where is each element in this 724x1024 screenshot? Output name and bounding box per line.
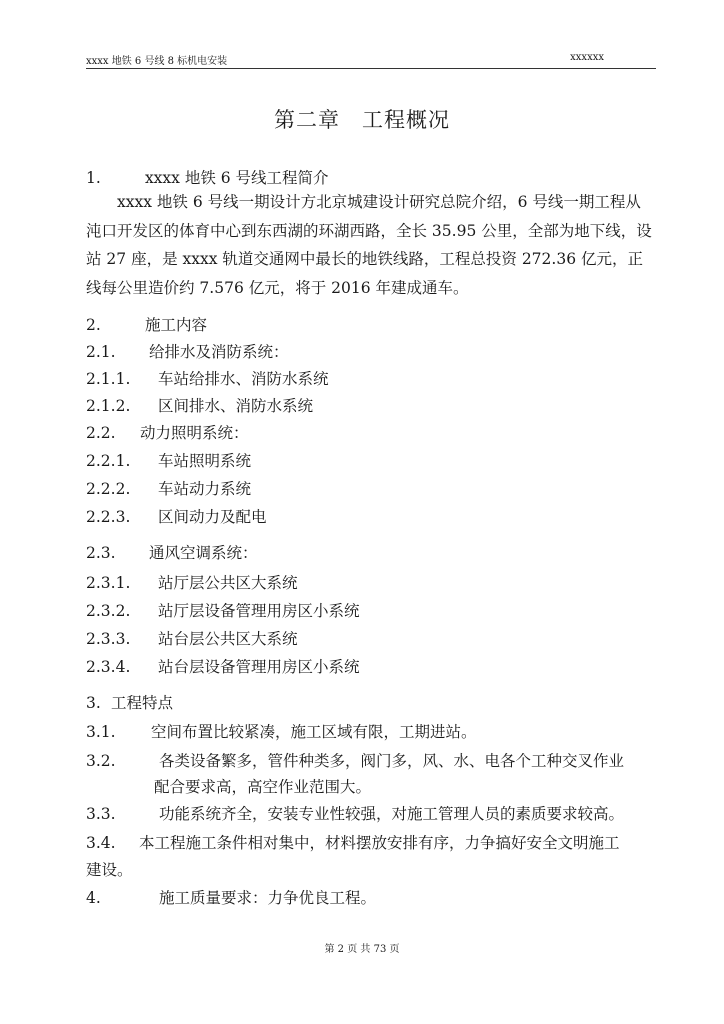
section-text: 功能系统齐全，安装专业性较强，对施工管理人员的素质要求较高。 <box>158 805 624 823</box>
list-item <box>86 599 359 621</box>
section-number: 2. <box>86 316 101 334</box>
list-item <box>86 655 359 677</box>
list-item <box>86 571 297 593</box>
section-text: 站台层公共区大系统 <box>157 630 298 648</box>
section-text: 本工程施工条件相对集中，材料摆放安排有序，力争搞好安全文明施工 <box>138 834 620 852</box>
section-number: 2.2.2. <box>86 480 131 498</box>
section-number: 3.1. <box>86 723 116 741</box>
page-header <box>86 50 656 69</box>
section-number: 2.1.1. <box>86 370 131 388</box>
list-item <box>86 394 313 416</box>
section-text: 工程特点 <box>110 694 173 712</box>
section-heading <box>86 691 173 713</box>
list-item <box>86 802 624 824</box>
section-text: 站台层设备管理用房区小系统 <box>157 658 360 676</box>
section-number: 2.1. <box>86 343 116 361</box>
chapter-title: 第二章 工程概况 <box>274 108 450 132</box>
header-right-text: xxxxxx <box>570 52 604 63</box>
intro-paragraph: xxxx 地铁 6 号线一期设计方北京城建设计研究总院介绍，6 号线一期工程从沌口开发区的体育中心到东西湖的环湖西路，全长 35.95 公里，全部为地下线，设站 27 座，是 xxxx 轨道交通网中最长的地铁线路，工程总投资 272.36 亿元，正线每公里造价约 7.576 亿元，将于 2016 年建成通车。 <box>86 193 652 297</box>
list-item <box>86 831 619 853</box>
section-text: 各类设备繁多，管件种类多，阀门多，风、水、电各个工种交叉作业 <box>158 752 624 770</box>
subsection-heading <box>86 340 288 362</box>
section-text: 区间排水、消防水系统 <box>157 397 313 415</box>
list-item <box>86 627 297 649</box>
section-text: 站厅层设备管理用房区小系统 <box>157 602 360 620</box>
section-number: 2.3.1. <box>86 574 131 592</box>
list-item-continuation: 建设。 <box>86 861 133 879</box>
list-item-continuation: 配合要求高，高空作业范围大。 <box>154 778 372 796</box>
list-item <box>86 477 251 499</box>
section-number: 2.1.2. <box>86 397 131 415</box>
section-text: 空间布置比较紧凑，施工区域有限，工期进站。 <box>150 723 477 741</box>
section-number: 2.3. <box>86 544 116 562</box>
list-item <box>86 449 251 471</box>
section-number: 2.2.3. <box>86 508 131 526</box>
section-text: 车站动力系统 <box>157 480 251 498</box>
section-number: 4. <box>86 889 101 907</box>
list-item <box>86 505 266 527</box>
section-number: 3.4. <box>86 834 116 852</box>
list-item <box>86 367 328 389</box>
section-heading <box>86 886 376 908</box>
section-number: 2.2.1. <box>86 452 131 470</box>
section-text: 车站照明系统 <box>157 452 251 470</box>
section-text: 施工内容 <box>144 316 207 334</box>
section-text: 区间动力及配电 <box>157 508 267 526</box>
section-number: 2.2. <box>86 424 116 442</box>
page-footer: 第 2 页 共 73 页 <box>324 944 400 955</box>
section-text: 施工质量要求：力争优良工程。 <box>158 889 376 907</box>
section-text: 动力照明系统： <box>139 424 249 442</box>
section-text: 车站给排水、消防水系统 <box>157 370 329 388</box>
section-number: 3. <box>86 694 101 712</box>
section-heading <box>86 166 329 188</box>
section-number: 3.3. <box>86 805 116 823</box>
subsection-heading <box>86 421 248 443</box>
section-number: 1. <box>86 169 101 187</box>
section-number: 2.3.4. <box>86 658 131 676</box>
section-text: 通风空调系统： <box>148 544 258 562</box>
section-heading <box>86 313 207 335</box>
header-left-text: xxxx 地铁 6 号线 8 标机电安装 <box>86 56 228 67</box>
section-number: 2.3.3. <box>86 630 131 648</box>
section-number: 2.3.2. <box>86 602 131 620</box>
section-text: 站厅层公共区大系统 <box>157 574 298 592</box>
list-item <box>86 749 624 771</box>
list-item <box>86 720 476 742</box>
section-text: xxxx 地铁 6 号线工程简介 <box>144 169 329 187</box>
section-text: 给排水及消防系统： <box>148 343 289 361</box>
subsection-heading <box>86 541 257 563</box>
section-number: 3.2. <box>86 752 116 770</box>
